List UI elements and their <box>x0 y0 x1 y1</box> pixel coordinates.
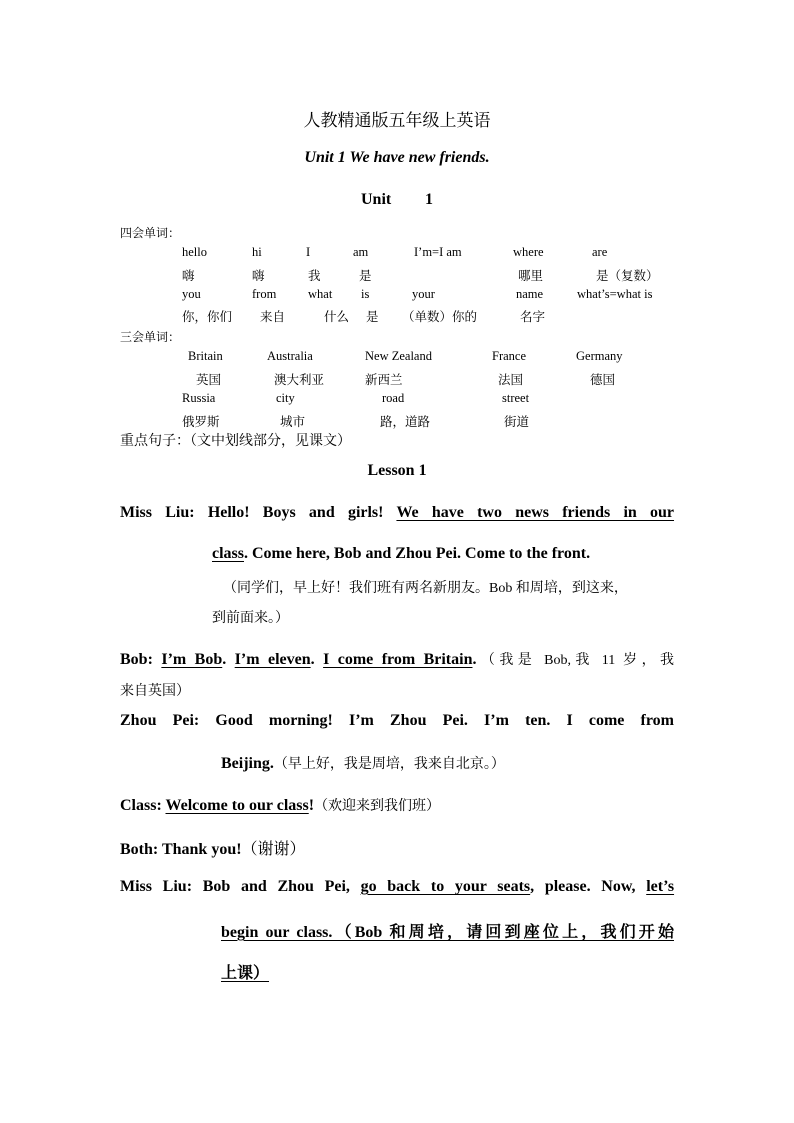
dialogue-miss-liu-2-line2 <box>221 919 674 942</box>
vocab4-label: 四会单词： <box>120 226 181 240</box>
vocab-word: I’m=I am <box>414 245 462 259</box>
vocab-word: are <box>592 245 608 259</box>
vocab-meaning: 什么 <box>324 310 350 324</box>
vocab-meaning: 是 <box>359 269 372 283</box>
vocab-word: France <box>492 349 527 363</box>
vocab-word: am <box>353 245 369 259</box>
dialogue-text: . Come here, Bob and Zhou Pei. Come to the front. <box>244 545 591 562</box>
vocab-meaning: 德国 <box>590 373 616 387</box>
page-title: 人教精通版五年级上英语 <box>303 111 491 130</box>
dialogue-text: Hello! Boys and girls! <box>207 504 384 521</box>
dialogue-miss-liu-2 <box>120 878 674 896</box>
vocab-meaning: （单数）你的 <box>402 310 478 324</box>
translation: （欢迎来到我们班） <box>314 799 441 814</box>
vocab-meaning: 来自 <box>260 310 286 324</box>
unit-label: Unit <box>361 191 392 208</box>
key-sentence-underlined: go back to your seats <box>360 878 531 895</box>
vocab-meaning: 路，道路 <box>380 415 431 429</box>
key-sentence-underlined: I’m eleven <box>234 651 311 668</box>
vocab-meaning: 哪里 <box>518 269 544 283</box>
speaker-label: Miss Liu: <box>120 878 193 895</box>
speaker-label: Both: <box>120 841 159 858</box>
key-sentences-note: 重点句子：（文中划线部分，见课文） <box>120 434 351 449</box>
dialogue-miss-liu-1-line2 <box>212 545 590 563</box>
vocab-word: Germany <box>576 349 623 363</box>
vocab-word: hello <box>182 245 207 259</box>
dialogue-miss-liu-1 <box>120 504 674 522</box>
vocab-meaning: 是（复数） <box>596 269 659 283</box>
translation-line: 来自英国） <box>120 684 190 699</box>
key-sentence-underlined: class <box>212 545 244 562</box>
dialogue-class <box>120 795 440 815</box>
key-sentence-underlined: begin our class.（Bob 和周培，请回到座位上，我们开始 <box>221 924 674 941</box>
unit-subtitle: Unit 1 We have new friends. <box>304 149 490 166</box>
vocab-meaning: 你，你们 <box>182 310 233 324</box>
vocab-word: where <box>513 245 544 259</box>
vocab-meaning: 是 <box>366 310 379 324</box>
vocab-word: what’s=what is <box>577 287 653 301</box>
translation-line: （同学们，早上好！我们班有两名新朋友。Bob 和周培，到这来， <box>223 581 628 596</box>
vocab3-label: 三会单词： <box>120 330 181 344</box>
vocab-word: from <box>252 287 277 301</box>
vocab-word: name <box>516 287 544 301</box>
unit-number: 1 <box>425 191 433 208</box>
key-sentence-underlined: Welcome to our class <box>165 797 309 814</box>
dialogue-text: Bob and Zhou Pei, <box>202 878 350 895</box>
vocab-word: Russia <box>182 391 216 405</box>
speaker-label: Miss Liu: <box>120 504 195 521</box>
vocab-meaning: 嗨 <box>252 269 265 283</box>
vocab-word: city <box>276 391 295 405</box>
dialogue-text: Beijing. <box>221 755 274 772</box>
vocab-meaning: 英国 <box>196 373 222 387</box>
speaker-label: Bob: <box>120 651 153 668</box>
vocab-word: New Zealand <box>365 349 432 363</box>
lesson-title: Lesson 1 <box>367 462 427 479</box>
vocab-meaning: 新西兰 <box>365 373 403 387</box>
vocab-meaning: 名字 <box>520 310 546 324</box>
dialogue-text: Thank you! <box>161 841 242 858</box>
vocab-word: hi <box>252 245 262 259</box>
vocab-word: I <box>306 245 311 259</box>
vocab-meaning: 澳大利亚 <box>274 373 325 387</box>
dialogue-text: , please. Now, <box>530 878 636 895</box>
vocab-meaning: 俄罗斯 <box>182 415 220 429</box>
key-sentence-underlined: We have two news friends in our <box>396 504 675 521</box>
key-sentence-underlined: let’s <box>646 878 675 895</box>
vocab-meaning: 城市 <box>280 415 306 429</box>
speaker-label: Class: <box>120 797 162 814</box>
vocab-word: is <box>361 287 370 301</box>
vocab-word: street <box>502 391 530 405</box>
dialogue-zhou-pei <box>120 712 674 730</box>
dialogue-zhou-pei-line2 <box>221 753 505 773</box>
dialogue-bob: Bob: I’m Bob. I’m eleven. I come from Britain.（我是 Bob,我 11 岁，我 <box>120 651 675 668</box>
vocab-meaning: 法国 <box>498 373 524 387</box>
translation-line: 到前面来。） <box>212 611 289 626</box>
key-sentence-underlined: I’m Bob <box>161 651 223 668</box>
translation: （早上好，我是周培，我来自北京。） <box>273 757 505 772</box>
vocab-word: you <box>182 287 201 301</box>
vocab-word: what <box>308 287 333 301</box>
translation: （我是 Bob,我 11 岁，我 <box>476 653 675 668</box>
dialogue-miss-liu-2-line3 <box>221 960 269 983</box>
key-sentence-underlined: I come from Britain <box>323 651 473 668</box>
vocab-word: Britain <box>188 349 223 363</box>
key-sentence-underlined: 上课） <box>221 965 270 982</box>
dialogue-both <box>120 836 306 859</box>
vocab-word: your <box>412 287 435 301</box>
speaker-label: Zhou Pei: <box>120 712 200 729</box>
vocab-meaning: 我 <box>308 269 321 283</box>
dialogue-text: Good morning! I’m Zhou Pei. I’m ten. I come from <box>215 712 675 729</box>
vocab-meaning: 嗨 <box>182 269 195 283</box>
translation: （谢谢） <box>241 841 306 858</box>
dialogue-text: ! <box>308 797 315 814</box>
vocab-word: road <box>382 391 405 405</box>
vocab-word: Australia <box>267 349 313 363</box>
vocab-meaning: 街道 <box>504 415 530 429</box>
